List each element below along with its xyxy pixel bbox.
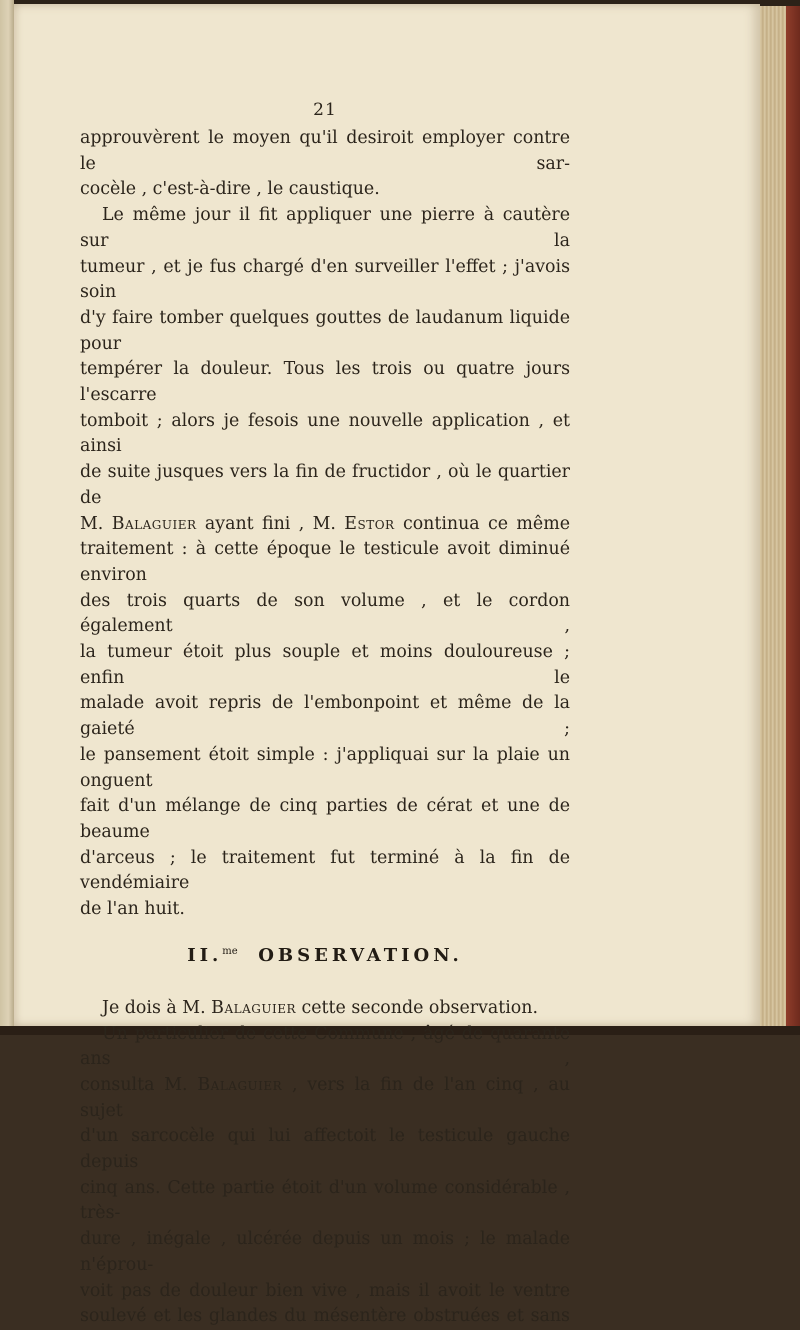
text-line <box>80 1073 570 1124</box>
text-line: malade avoit repris de l'embonpoint et même de la gaieté ; <box>80 693 570 740</box>
text-line: voit pas de douleur bien vive , mais il avoit le ventre <box>80 1280 570 1301</box>
text-line <box>80 996 570 1022</box>
text-line: cinq ans. Cette partie étoit d'un volume considérable , très- <box>80 1177 570 1224</box>
text-line: fait d'un mélange de cinq parties de cérat et une de beaume <box>80 796 570 842</box>
text-line: approuvèrent le moyen qu'il desiroit employer contre le sar- <box>80 128 570 174</box>
person-name: Balaguier <box>197 1074 283 1095</box>
text-line: tumeur , et je fus chargé d'en surveiller l'effet ; j'avois soin <box>80 256 570 303</box>
text-line <box>80 512 570 538</box>
text-line: de l'an huit. <box>80 899 185 920</box>
text-span: consulta M. <box>80 1074 198 1095</box>
page-number: 21 <box>313 100 337 120</box>
book-cover-edge <box>786 6 800 1026</box>
text-line: d'arceus ; le traitement fut terminé à la fin de vendémiaire <box>80 847 570 894</box>
text-line: la tumeur étoit plus souple et moins douloureuse ; enfin le <box>80 642 570 688</box>
person-name: Balaguier <box>211 997 296 1018</box>
heading-superscript: me <box>222 945 238 957</box>
text-span: ayant fini , M. <box>196 513 345 534</box>
text-line: tempérer la douleur. Tous les trois ou quatre jours l'escarre <box>80 359 570 406</box>
text-span: M. <box>80 513 112 534</box>
heading-number: II. <box>187 944 223 966</box>
text-line: d'y faire tomber quelques gouttes de laudanum liquide pour <box>80 307 570 354</box>
text-line: dure , inégale , ulcérée depuis un mois ; le malade n'éprou- <box>80 1229 570 1275</box>
text-span: cette seconde observation. <box>296 997 539 1018</box>
text-line: d'un sarcocèle qui lui affectoit le testicule gauche depuis <box>80 1126 570 1173</box>
heading-title: OBSERVATION. <box>258 944 463 966</box>
text-line: des trois quarts de son volume , et le cordon également , <box>80 590 570 637</box>
text-line: de suite jusques vers la fin de fructidor , où le quartier de <box>80 462 570 508</box>
body-text <box>80 126 570 1330</box>
text-span: Je dois à M. <box>102 997 212 1018</box>
page-text <box>80 100 570 1330</box>
text-line: le pansement étoit simple : j'appliquai sur la plaie un onguent <box>80 744 570 791</box>
person-name: Estor <box>344 513 395 534</box>
text-line: traitement : à cette époque le testicule avoit diminué environ <box>80 539 570 585</box>
text-line: tomboit ; alors je fesois une nouvelle application , et ainsi <box>80 410 570 457</box>
person-name: Balaguier <box>111 513 197 534</box>
text-span: continua ce même <box>394 513 570 534</box>
facing-page-edge <box>0 0 14 1035</box>
text-line: cocèle , c'est-à-dire , le caustique. <box>80 179 380 200</box>
text-line: soulevé et les glandes du mésentère obstruées et sans <box>80 1306 570 1327</box>
section-heading <box>80 945 570 966</box>
text-line: Le même jour il fit appliquer une pierre à cautère sur la <box>80 205 570 251</box>
text-line: Un particulier de cette Commune , âgé de quarante ans , <box>80 1023 570 1070</box>
text-span: , vers la fin de l'an cinq , au sujet <box>80 1074 570 1121</box>
